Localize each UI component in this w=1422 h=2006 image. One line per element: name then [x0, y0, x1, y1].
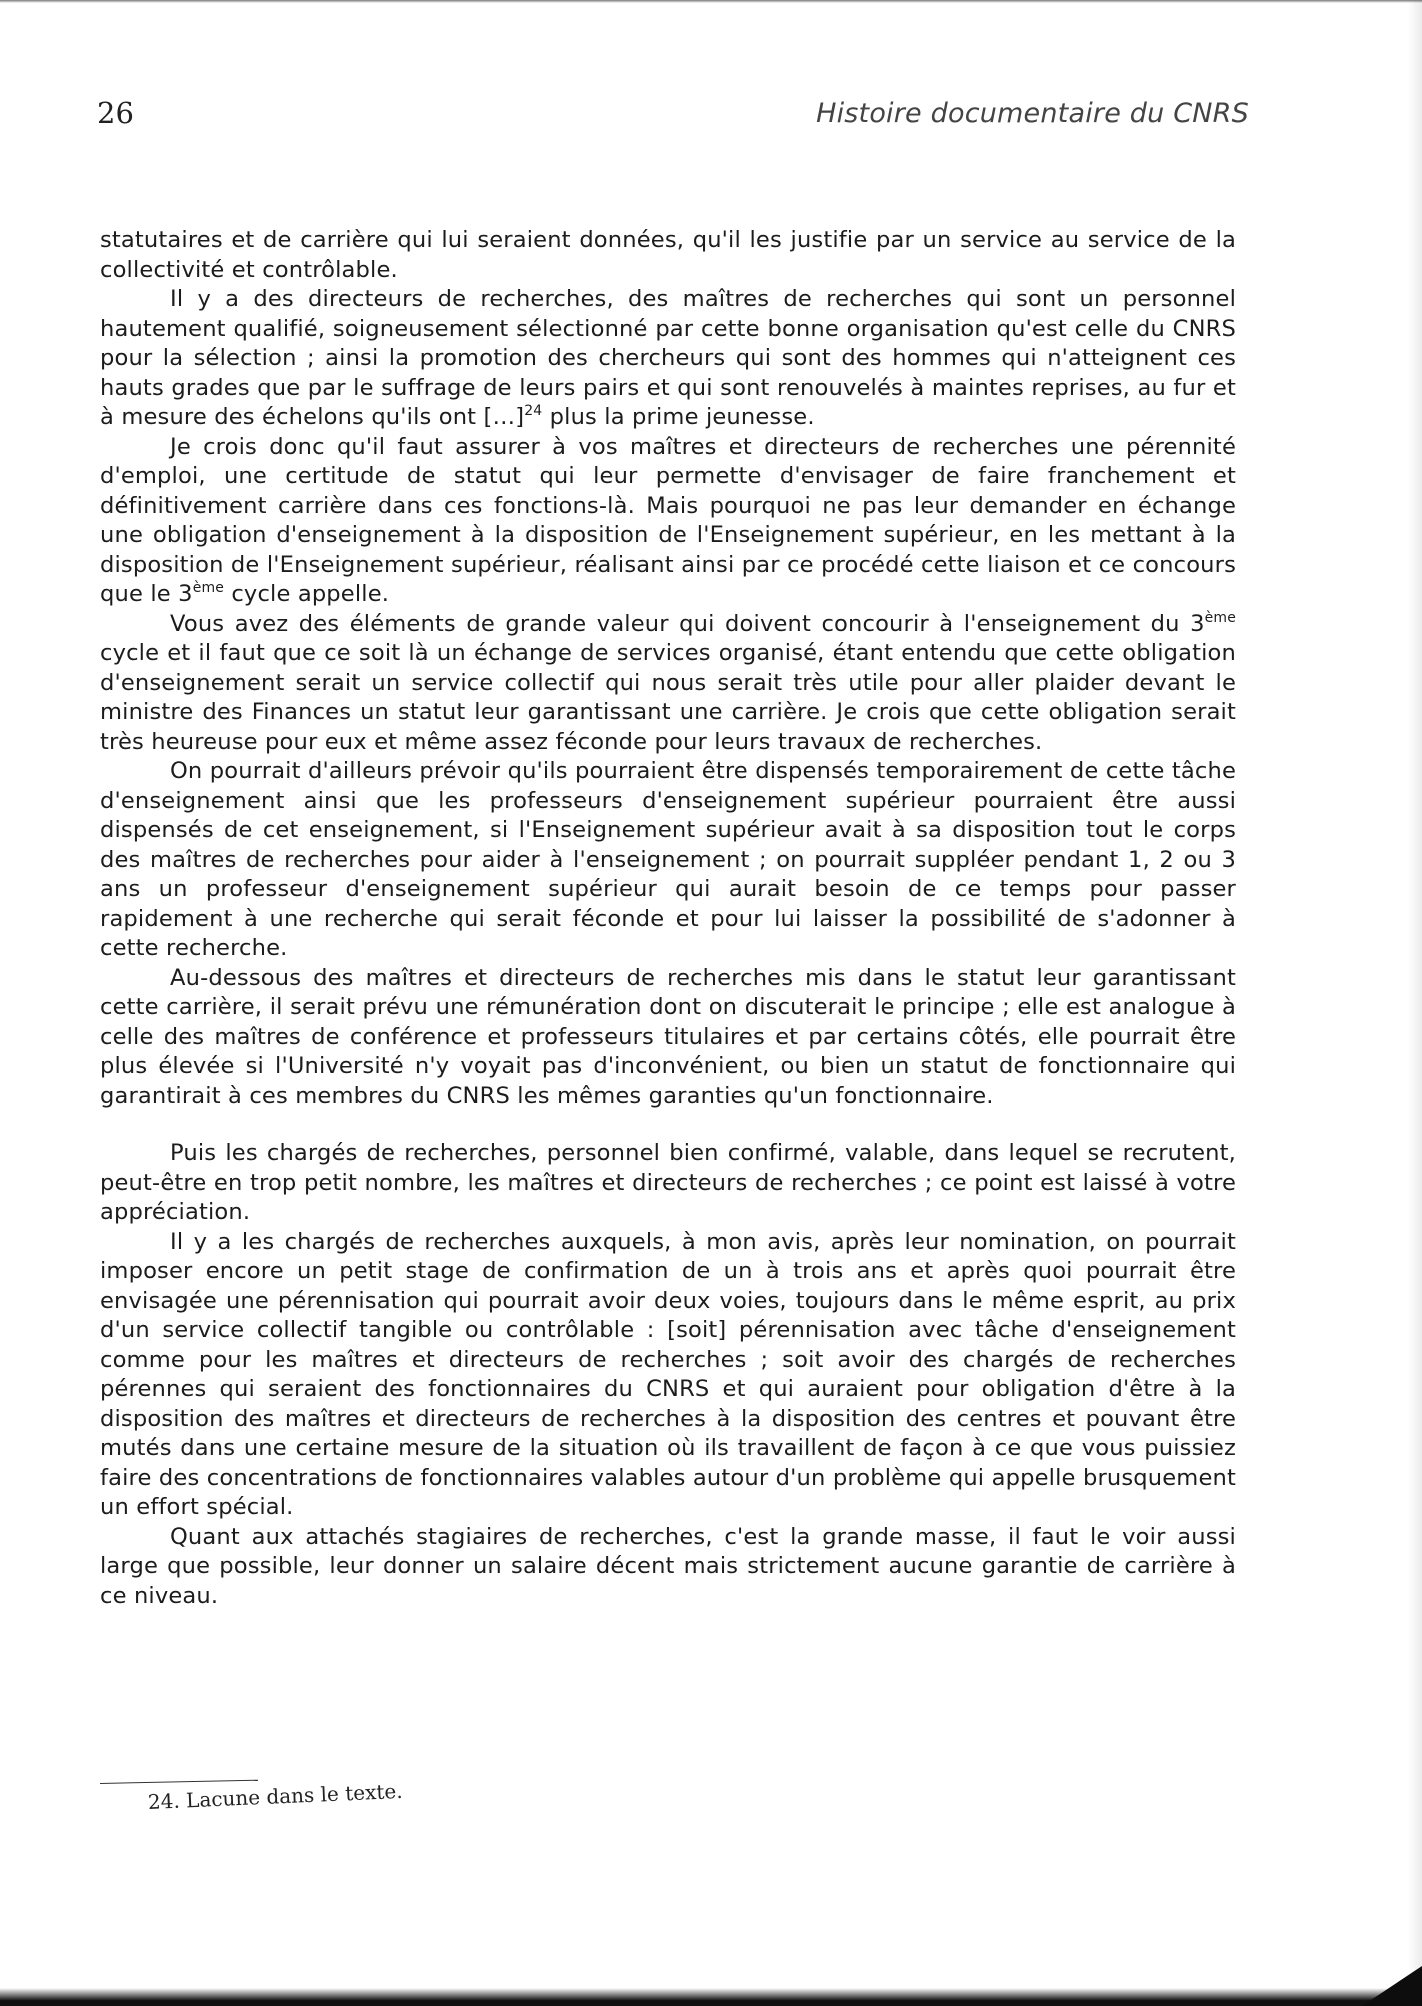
paragraph-3-tail: cycle appelle.: [224, 581, 390, 607]
paragraph-2-text: Il y a des directeurs de recherches, des maîtres de recherches qui sont un personnel hautement qualifié, soigneusement sélectionné par cette bonne organisation qu'est celle du CNRS pour la sélection ; ainsi la promotion des chercheurs qui sont des hommes qui n'atteignent ces hauts grades que par le suffrage de leurs pairs et qui sont renouvelés à maintes reprises, au fur et à mesure des échelons qu'ils ont […]: [100, 286, 1236, 430]
footnote-separator: [100, 1780, 258, 1784]
body-text: [100, 226, 1236, 1611]
footnote-ref-24: 24: [524, 403, 543, 419]
running-title: Histoire documentaire du CNRS: [816, 98, 1249, 129]
paragraph-3: [100, 433, 1236, 610]
paragraph-4-text: Vous avez des éléments de grande valeur qui doivent concourir à l'enseignement du 3: [170, 610, 1205, 637]
paragraph-2: [100, 285, 1236, 433]
scan-top-edge: [0, 0, 1422, 3]
paragraph-2-tail: plus la prime jeunesse.: [542, 404, 815, 430]
scan-right-shadow: [1408, 0, 1422, 2006]
paragraph-4-tail: cycle et il faut que ce soit là un échange de services organisé, étant entendu que cette obligation d'enseignement serait un service collectif qui nous serait très utile pour aller plaider devant le ministre des Finances un statut leur garantissant une carrière. Je crois que cette obligation serait très heureuse pour eux et même assez féconde pour leurs travaux de recherches.: [100, 640, 1236, 755]
scan-corner: [1362, 1966, 1422, 2006]
paragraph-7: Puis les chargés de recherches, personnel bien confirmé, valable, dans lequel se recrutent, peut-être en trop petit nombre, les maîtres et directeurs de recherches ; ce point est laissé à votre appréciation.: [100, 1140, 1236, 1225]
paragraph-3-text: Je crois donc qu'il faut assurer à vos maîtres et directeurs de recherches une pérennité d'emploi, une certitude de statut qui leur permette d'envisager de faire franchement et définitivement carrière dans ces fonctions-là. Mais pourquoi ne pas leur demander en échange une obligation d'enseignement à la disposition de l'Enseignement supérieur, en les mettant à la disposition de l'Enseignement supérieur, réalisant ainsi par ce procédé cette liaison et ce concours que le 3: [100, 433, 1236, 607]
paragraph-9: Quant aux attachés stagiaires de recherches, c'est la grande masse, il faut le voir aussi large que possible, leur donner un salaire décent mais strictement aucune garantie de carrière à ce niveau.: [100, 1523, 1236, 1609]
superscript-eme: ème: [1204, 609, 1236, 626]
paragraph-6: Au-dessous des maîtres et directeurs de recherches mis dans le statut leur garantissant cette carrière, il serait prévu une rémunération dont on discuterait le principe ; elle est analogue à celle des maîtres de conférence et professeurs titulaires et par certains côtés, elle pourrait être plus élevée si l'Université n'y voyait pas d'inconvénient, ou bien un statut de fonctionnaire qui garantirait à ces membres du CNRS les mêmes garanties qu'un fonctionnaire.: [100, 964, 1236, 1109]
superscript-eme: ème: [192, 580, 225, 596]
footnote-24: 24. Lacune dans le texte.: [147, 1778, 404, 1814]
paragraph-4: [100, 610, 1236, 758]
scan-bottom-edge: [0, 1988, 1422, 2006]
paragraph-1: statutaires et de carrière qui lui seraient données, qu'il les justifie par un service au service de la collectivité et contrôlable.: [100, 227, 1236, 283]
paragraph-8: Il y a les chargés de recherches auxquels, à mon avis, après leur nomination, on pourrait imposer encore un petit stage de confirmation de un à trois ans et après quoi pourrait être envisagée une pérennisation qui pourrait avoir deux voies, toujours dans le même esprit, au prix d'un service collectif tangible ou contrôlable : [soit] pérennisation avec tâche d'enseignement comme pour les maîtres et directeurs de recherches ; soit avoir des chargés de recherches pérennes qui seraient des fonctionnaires du CNRS et qui auraient pour obligation d'être à la disposition des maîtres et directeurs de recherches à la disposition des centres et pouvant être mutés dans une certaine mesure de la situation où ils travaillent de façon à ce que vous puissiez faire des concentrations de fonctionnaires valables autour d'un problème qui appelle brusquement un effort spécial.: [100, 1228, 1236, 1520]
paragraph-5: On pourrait d'ailleurs prévoir qu'ils pourraient être dispensés temporairement de cette tâche d'enseignement ainsi que les professeurs d'enseignement supérieur pourraient être aussi dispensés de cet enseignement, si l'Enseignement supérieur avait à sa disposition tout le corps des maîtres de recherches pour aider à l'enseignement ; on pourrait suppléer pendant 1, 2 ou 3 ans un professeur d'enseignement supérieur qui aurait besoin de ce temps pour passer rapidement à une recherche qui serait féconde et pour lui laisser la possibilité de s'adonner à cette recherche.: [100, 758, 1236, 961]
page-number: 26: [97, 96, 134, 130]
